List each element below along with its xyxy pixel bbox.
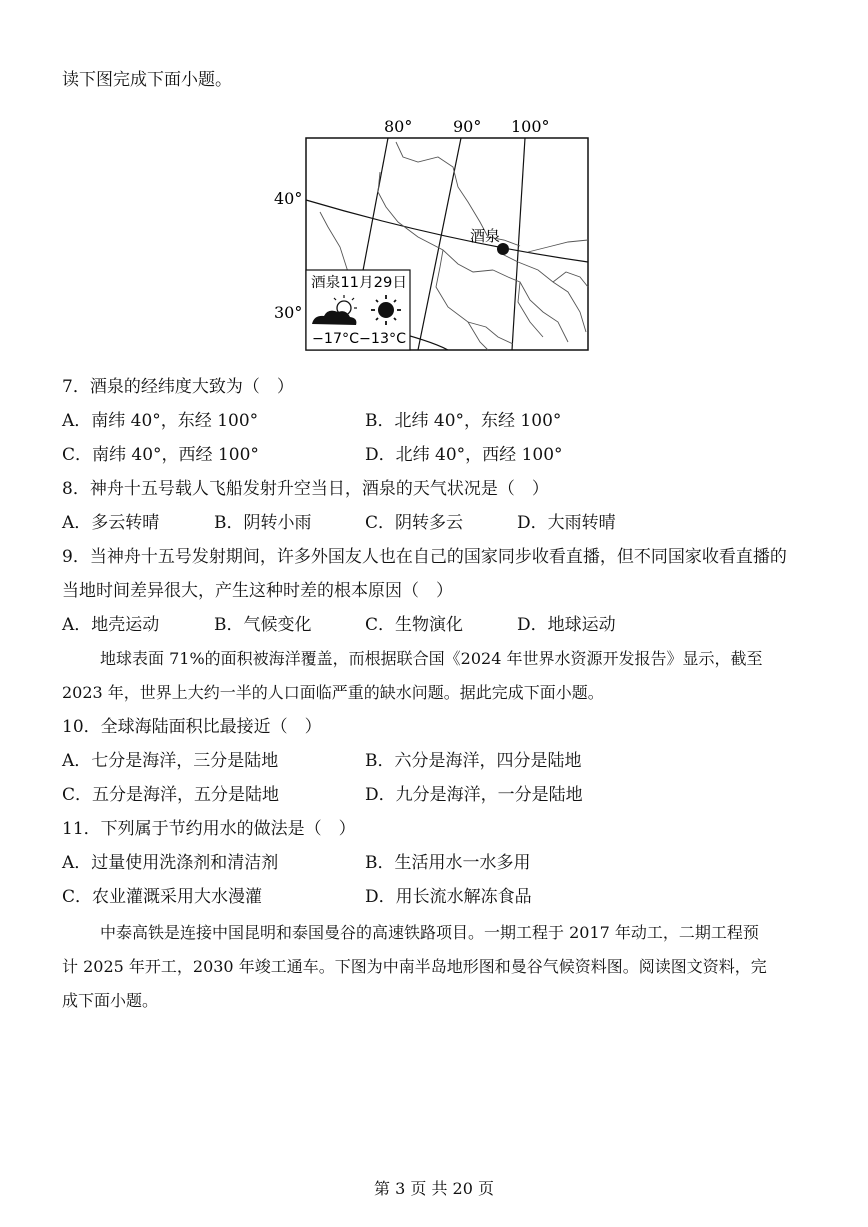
inset-temperature: −17°C−13°C	[312, 331, 407, 347]
q8-option-a: A．多云转晴	[62, 513, 160, 533]
lat-label-40: 40°	[274, 189, 303, 208]
q11-option-d: D．用长流水解冻食品	[365, 887, 532, 907]
q10-option-a: A．七分是海洋，三分是陆地	[62, 751, 279, 771]
inset-title: 酒泉11月29日	[311, 275, 407, 291]
passage3-line1: 中泰高铁是连接中国昆明和泰国曼谷的高速铁路项目。一期工程于 2017 年动工，二期工程预	[100, 923, 759, 942]
q11-option-a: A．过量使用洗涤剂和清洁剂	[62, 853, 279, 873]
q7-option-b: B．北纬 40°，东经 100°	[365, 411, 562, 431]
q9-stem-line2: 当地时间差异很大，产生这种时差的根本原因（ ）	[62, 581, 453, 601]
q7-option-d: D．北纬 40°，西经 100°	[365, 445, 563, 465]
q7-option-a: A．南纬 40°，东经 100°	[62, 411, 259, 431]
lon-label-80: 80°	[384, 117, 413, 136]
q8-option-c: C．阴转多云	[365, 513, 464, 533]
intro-instruction: 读下图完成下面小题。	[62, 70, 232, 90]
q10-stem: 10．全球海陆面积比最接近（ ）	[62, 717, 322, 737]
lon-label-90: 90°	[453, 117, 482, 136]
q8-option-d: D．大雨转晴	[517, 513, 616, 533]
q8-stem: 8．神舟十五号载人飞船发射升空当日，酒泉的天气状况是（ ）	[62, 479, 549, 499]
city-label-jiuquan: 酒泉	[470, 227, 501, 245]
q11-stem: 11．下列属于节约用水的做法是（ ）	[62, 819, 356, 839]
map-svg	[268, 112, 598, 357]
lon-label-100: 100°	[511, 117, 550, 136]
q7-option-c: C．南纬 40°，西经 100°	[62, 445, 259, 465]
q10-option-b: B．六分是海洋，四分是陆地	[365, 751, 582, 771]
q9-option-b: B．气候变化	[214, 615, 312, 635]
passage3-line3: 成下面小题。	[62, 991, 159, 1010]
page-footer: 第 3 页 共 20 页	[374, 1179, 494, 1198]
q10-option-d: D．九分是海洋，一分是陆地	[365, 785, 583, 805]
map-figure	[268, 112, 598, 357]
q9-option-a: A．地壳运动	[62, 615, 160, 635]
q9-option-c: C．生物演化	[365, 615, 464, 635]
lat-label-30: 30°	[274, 303, 303, 322]
passage2-line2: 2023 年，世界上大约一半的人口面临严重的缺水问题。据此完成下面小题。	[62, 683, 604, 702]
q9-stem-line1: 9．当神舟十五号发射期间，许多外国友人也在自己的国家同步收看直播，但不同国家收看直播的	[62, 547, 787, 567]
q10-option-c: C．五分是海洋，五分是陆地	[62, 785, 280, 805]
q9-option-d: D．地球运动	[517, 615, 616, 635]
passage3-line2: 计 2025 年开工，2030 年竣工通车。下图为中南半岛地形图和曼谷气候资料图。阅读图文资料，完	[62, 957, 767, 976]
q7-stem: 7．酒泉的经纬度大致为（ ）	[62, 377, 294, 397]
q11-option-c: C．农业灌溉采用大水漫灌	[62, 887, 263, 907]
q11-option-b: B．生活用水一水多用	[365, 853, 531, 873]
passage2-line1: 地球表面 71%的面积被海洋覆盖，而根据联合国《2024 年世界水资源开发报告》显示，截至	[100, 649, 763, 668]
city-dot-jiuquan	[497, 243, 509, 255]
q8-option-b: B．阴转小雨	[214, 513, 312, 533]
